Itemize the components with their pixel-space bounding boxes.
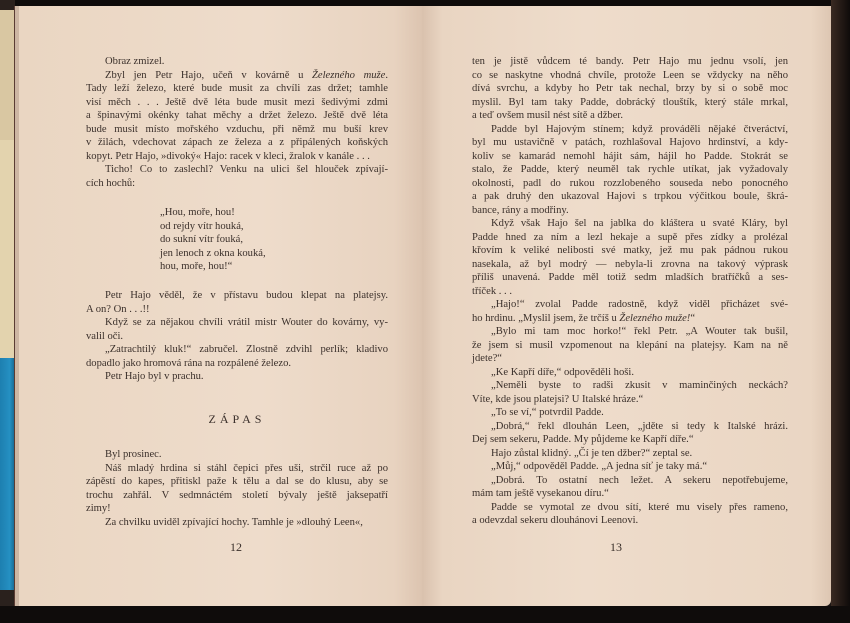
text-line: Petr Hajo věděl, že v přístavu budou klepat na platejsy.	[105, 290, 388, 301]
text-line: Zbyl jen Petr Hajo, učeň v kovárně u Železného muže.	[105, 69, 388, 81]
text-line: Za chvilku uviděl zpívající hochy. Tamhle je »dlouhý Leen«,	[105, 516, 363, 528]
text-line: stalo, že Padde, který neuměl tak rychle utíkat, jak vyžadovaly	[472, 164, 788, 175]
text-line: Padde se vymotal ze dvou sítí, které mu visely přes rameno,	[491, 501, 788, 513]
text-line: byl mu ustavičně v patách, rozhlašoval Hajovo hrdinství, a kdy-	[472, 137, 788, 148]
verse-line: do sukní vítr fouká,	[160, 234, 243, 245]
right-text-block	[472, 55, 788, 528]
left-text-block-3	[86, 448, 388, 529]
text-line: ho hrdinu. „Myslil jsem, že trčíš u Železného muže!“	[472, 312, 696, 324]
text-line: kopyt. Petr Hajo, »divoký« Hajo: racek v kleci, žralok v kanále . . .	[86, 150, 370, 162]
text-line: „To se ví,“ potvrdil Padde.	[491, 407, 604, 418]
text-line: koliv se kamarád nemohl hájit sám, hájil ho Padde. Stokrát se	[472, 150, 788, 162]
cover-spine-beige	[0, 10, 14, 140]
text-line: Padde byl Hajovým stínem; když prováděli nějaké čtveráctví,	[491, 123, 788, 135]
text-line: „Dobrá. To ostatní nech ležet. A sekeru nepotřebujeme,	[491, 474, 788, 486]
page-number-left: 12	[230, 540, 242, 554]
text-line: Víte, kde jsou platejsi? U Italské hráze.“	[472, 393, 644, 405]
text-line: A on? On . . .!!	[86, 303, 150, 315]
text-line: křovím k veliké nelibosti své matky, jež mu pak pádnou rukou	[472, 245, 788, 256]
text-line: jdete?“	[472, 353, 502, 364]
text-line: „Neměli byste to radši zkusit v maminčiných neckách?	[491, 380, 788, 391]
verse-line: „Hou, moře, hou!	[160, 207, 235, 218]
left-text-block-1	[86, 55, 388, 190]
text-line: zimy!	[86, 503, 111, 514]
cover-spine-beige	[0, 140, 14, 358]
text-line: bance, rány a modřiny.	[472, 204, 569, 216]
text-line: Když však Hajo šel na jablka do kláštera u svaté Kláry, byl	[491, 218, 788, 229]
text-line: bude musit místo mořského vzduchu, při němž mu buší krev	[86, 123, 388, 135]
text-line: Padde hned za ním a lezl hekaje a supě přes zídky a prolézal	[472, 231, 788, 243]
text-line: valil oči.	[86, 330, 124, 342]
text-line: nasekala, až byl modrý — nebyla-li zrovna na takový výprask	[472, 258, 788, 270]
text-line: Ticho! Co to zaslechl? Venku na ulici šel hlouček zpívají-	[105, 164, 388, 175]
text-line: „Dobrá,“ řekl dlouhán Leen, „jděte si tedy k Italské hrázi.	[491, 420, 788, 432]
text-line: a odevzdal sekeru dlouhánovi Leenovi.	[472, 515, 639, 526]
text-line: cích hochů:	[86, 177, 136, 189]
verse-line: hou, moře, hou!“	[160, 261, 233, 272]
cover-spine-blue	[0, 358, 14, 590]
text-line: a pak druhý den ukazoval Hajovi s trpkou výčitkou boule, škrá-	[472, 191, 788, 202]
verse-line: jen lenoch z okna kouká,	[160, 247, 266, 259]
text-line: dívá svrchu, a kdyby ho Petr tak nechal, brzy by si o sobě moc	[472, 83, 788, 94]
text-line: že jsem si musil vzpomenout na klepání na platejsy. Kam na ně	[472, 339, 788, 351]
text-line: „Ke Kapří díře,“ odpověděli hoši.	[491, 366, 634, 378]
text-line: v žilách, vdechovat zápach ze železa a z připálených koňských	[86, 137, 388, 148]
text-line: okolnosti, padl do rukou rozzlobeného souseda nebo ponocného	[472, 177, 788, 189]
text-line: tříček . . .	[472, 285, 513, 297]
text-line: trochu zahřál. V sedmnáctém století bývaly ještě jaksepatří	[86, 489, 388, 501]
text-line: dopadlo jako hromová rána na rozpálené železo.	[86, 357, 292, 369]
text-line: Náš mladý hrdina si stáhl čepici přes uši, strčil ruce až po	[105, 462, 388, 474]
text-line: „Zatrachtilý kluk!“ zabručel. Zlostně zdvihl perlík; kladivo	[105, 344, 388, 355]
text-line: „Bylo mi tam moc horko!“ řekl Petr. „A Wouter tak bušil,	[491, 326, 788, 337]
text-line: Dej sem sekeru, Padde. My půjdeme ke Kapří díře.“	[472, 434, 694, 445]
text-line: Tady leží železo, které bude musit za chvíli zas držet; tamhle	[86, 83, 388, 94]
text-line: mám tam ještě vysekanou díru.“	[472, 488, 609, 499]
text-line: co se naskytne vhodná chvíle, protože Leen se vždycky na něho	[472, 69, 788, 81]
text-line: Když se za nějakou chvíli vrátil mistr Wouter do kovárny, vy-	[105, 317, 388, 328]
text-line: ten je jistě vůdcem té bandy. Petr Hajo mu jednu vsolí, jen	[472, 56, 788, 67]
text-line: a špinavými okénky tahat měchy a držet železo. Ještě dvě léta	[86, 110, 388, 121]
text-line: Obraz zmizel.	[105, 56, 165, 67]
text-line: visí měch . . . Ještě dvě léta bude musit mezi šedivými zdmi	[86, 96, 388, 108]
text-line: Petr Hajo byl v prachu.	[105, 371, 204, 382]
scan-bottom-border	[0, 606, 850, 623]
text-line: Hajo zůstal klidný. „Čí je ten džber?“ zeptal se.	[491, 447, 693, 459]
text-line: myslil. Byl tam taky Padde, dobrácký tlouštík, který stále mrkal,	[472, 96, 788, 108]
left-text-block-2	[86, 289, 388, 384]
text-line: „Můj,“ odpověděl Padde. „A jedna síť je taky má.“	[491, 461, 708, 472]
page-number-right: 13	[610, 540, 622, 554]
text-line: „Hajo!“ zvolal Padde radostně, když viděl přicházet své-	[491, 299, 788, 310]
text-line: Byl prosinec.	[105, 449, 162, 460]
song-verse	[160, 206, 266, 274]
chapter-heading: ZÁPAS	[208, 412, 266, 426]
text-line: příliš unavená. Padde měl totiž sedm mladších bratříčků a ses-	[472, 272, 788, 283]
text-line: a teď ovšem musil nést sítě a džber.	[472, 110, 624, 121]
text-line: zápěstí do kapes, přitiskl paže k tělu a dal se do klusu, aby se	[86, 476, 388, 487]
scan-right-shadow	[831, 0, 850, 623]
verse-line: od rejdy vítr houká,	[160, 220, 244, 232]
